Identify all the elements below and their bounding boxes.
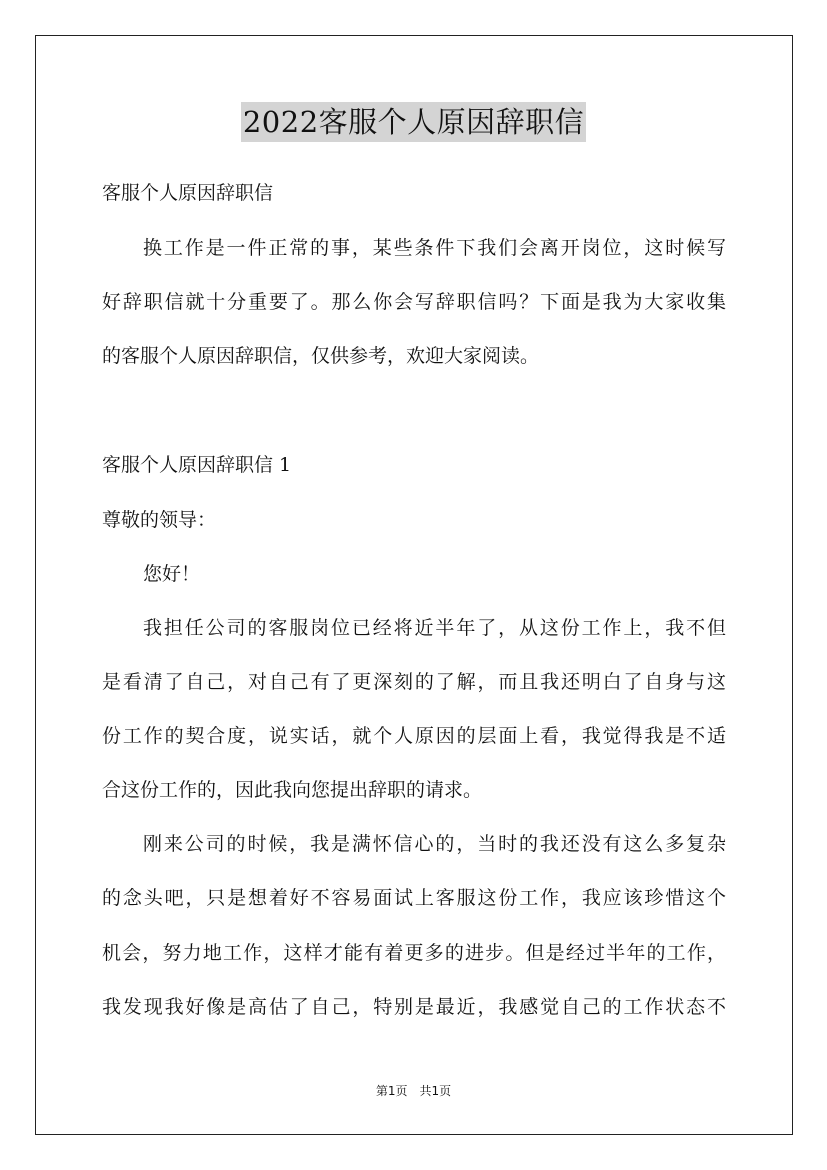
paragraph-line: 是看清了自己，对自己有了更深刻的了解，而且我还明白了自身与这: [102, 671, 726, 693]
paragraph-line: 机会，努力地工作，这样才能有着更多的进步。但是经过半年的工作，: [102, 942, 726, 964]
salutation: 尊敬的领导：: [102, 509, 217, 531]
paragraph-line: 刚来公司的时候，我是满怀信心的，当时的我还没有这么多复杂: [143, 833, 726, 855]
greeting: 您好！: [143, 563, 201, 585]
section-heading: 客服个人原因辞职信 1: [102, 454, 292, 476]
document-subtitle: 客服个人原因辞职信: [102, 182, 274, 204]
intro-line: 换工作是一件正常的事，某些条件下我们会离开岗位，这时候写: [143, 237, 726, 259]
document-title: 2022客服个人原因辞职信: [241, 102, 586, 142]
page-footer: 第1页 共1页: [375, 1084, 452, 1098]
paragraph-line: 合这份工作的，因此我向您提出辞职的请求。: [102, 779, 483, 801]
paragraph-line: 我担任公司的客服岗位已经将近半年了，从这份工作上，我不但: [143, 617, 726, 639]
intro-line: 好辞职信就十分重要了。那么你会写辞职信吗？下面是我为大家收集: [102, 291, 726, 313]
paragraph-line: 份工作的契合度，说实话，就个人原因的层面上看，我觉得我是不适: [102, 725, 726, 747]
paragraph-line: 的念头吧，只是想着好不容易面试上客服这份工作，我应该珍惜这个: [102, 887, 726, 909]
intro-line: 的客服个人原因辞职信，仅供参考，欢迎大家阅读。: [102, 345, 540, 367]
title-container: [0, 102, 827, 142]
paragraph-line: 我发现我好像是高估了自己，特别是最近，我感觉自己的工作状态不: [102, 996, 726, 1018]
